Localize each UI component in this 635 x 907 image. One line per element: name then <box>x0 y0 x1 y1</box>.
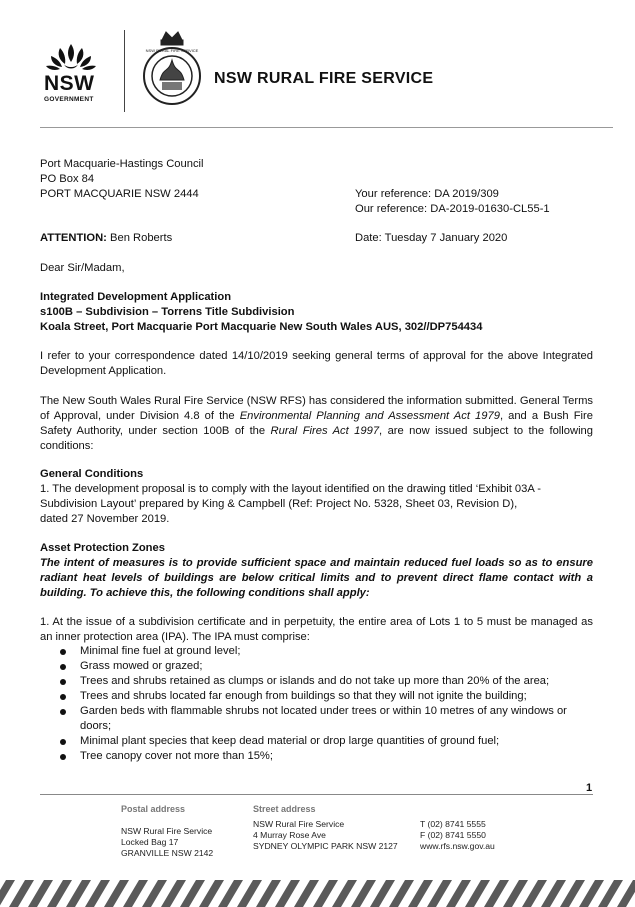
list-item: Grass mowed or grazed; <box>40 659 593 674</box>
stripe <box>180 880 205 907</box>
stripe <box>389 880 414 907</box>
intro-paragraph: I refer to your correspondence dated 14/10/2019 seeking general terms of approval for the above Integrated Development Application. <box>40 350 593 377</box>
stripe <box>484 880 509 907</box>
footer-stripe-pattern <box>0 872 635 907</box>
footer-rule <box>40 794 593 795</box>
header-rule <box>40 127 613 128</box>
subject-line-2: s100B – Subdivision – Torrens Title Subdivision <box>40 306 295 318</box>
website-link[interactable]: www.rfs.nsw.gov.au <box>420 841 495 851</box>
subject-line-3: Koala Street, Port Macquarie Port Macquarie New South Wales AUS, 302//DP754434 <box>40 321 483 333</box>
stripe <box>161 880 186 907</box>
street-line-3: SYDNEY OLYMPIC PARK NSW 2127 <box>253 841 398 851</box>
postal-line-1: NSW Rural Fire Service <box>121 826 213 836</box>
list-item: Garden beds with flammable shrubs not located under trees or within 10 metres of any windows or doors; <box>40 704 593 734</box>
stripe <box>598 880 623 907</box>
attention-label: ATTENTION: <box>40 232 107 244</box>
stripe <box>199 880 224 907</box>
stripe <box>332 880 357 907</box>
terms-text-c: , and a Bush Fire Safety Authority, under section 100B of the <box>40 410 593 437</box>
stripe <box>66 880 91 907</box>
stripe <box>560 880 585 907</box>
list-item: Trees and shrubs retained as clumps or islands and do not take up more than 20% of the area; <box>40 674 593 689</box>
stripe <box>9 880 34 907</box>
stripe <box>275 880 300 907</box>
page-number: 1 <box>586 782 593 794</box>
attention-line <box>40 231 172 246</box>
nsw-government-label: GOVERNMENT <box>44 96 94 103</box>
stripe <box>370 880 395 907</box>
street-address-heading: Street address <box>253 804 316 814</box>
ipa-requirements-list <box>40 644 593 764</box>
stripe <box>104 880 129 907</box>
stripe <box>47 880 72 907</box>
your-reference: Your reference: DA 2019/309 <box>355 188 499 200</box>
stripe <box>503 880 528 907</box>
terms-paragraph <box>40 394 593 454</box>
recipient-line-1: Port Macquarie-Hastings Council <box>40 158 204 170</box>
postal-line-3: GRANVILLE NSW 2142 <box>121 848 214 858</box>
bullet-icon <box>60 709 66 715</box>
general-condition-line-2: Subdivision Layout’ prepared by King & Campbell (Ref: Project No. 5328, Sheet 03, Revision D), <box>40 498 518 510</box>
stripe <box>256 880 281 907</box>
street-line-2: 4 Murray Rose Ave <box>253 830 326 840</box>
bullet-icon <box>60 664 66 670</box>
stripe <box>408 880 433 907</box>
list-item: Trees and shrubs located far enough from buildings so that they will not ignite the building; <box>40 689 593 704</box>
crest-ring-text: NSW RURAL FIRE SERVICE <box>145 48 199 53</box>
stripe <box>237 880 262 907</box>
stripe <box>123 880 148 907</box>
bullet-icon <box>60 649 66 655</box>
stripe <box>522 880 547 907</box>
bullet-icon <box>60 679 66 685</box>
terms-text-e: , are now issued subject to the following conditions: <box>40 425 593 452</box>
fax-number: F (02) 8741 5550 <box>420 830 486 840</box>
rfs-crest-icon <box>140 30 204 110</box>
postal-address-heading: Postal address <box>121 804 186 814</box>
recipient-line-2: PO Box 84 <box>40 173 95 185</box>
stripe <box>218 880 243 907</box>
list-item: Minimal plant species that keep dead material or drop large quantities of ground fuel; <box>40 734 593 749</box>
header-divider <box>124 30 125 112</box>
list-item: Minimal fine fuel at ground level; <box>40 644 593 659</box>
general-condition-line-3: dated 27 November 2019. <box>40 513 170 525</box>
apz-item-1: 1. At the issue of a subdivision certificate and in perpetuity, the entire area of Lots 1 to 5 must be managed as an inner protection area (IPA). The IPA must comprise: <box>40 616 593 643</box>
apz-heading: Asset Protection Zones <box>40 542 165 554</box>
phone-number: T (02) 8741 5555 <box>420 819 486 829</box>
recipient-line-3: PORT MACQUARIE NSW 2444 <box>40 188 199 200</box>
letter-date: Date: Tuesday 7 January 2020 <box>355 232 508 244</box>
salutation: Dear Sir/Madam, <box>40 262 125 274</box>
stripe <box>427 880 452 907</box>
terms-text-a: The New South Wales Rural Fire Service (NSW RFS) has considered the information submitted. General Terms of Approval, under Division 4.8 of the <box>40 395 593 422</box>
general-condition-line-1: 1. The development proposal is to comply with the layout identified on the drawing titled ‘Exhibit 03A - <box>40 483 542 495</box>
street-line-1: NSW Rural Fire Service <box>253 819 345 829</box>
stripe <box>579 880 604 907</box>
nsw-wordmark: NSW <box>44 72 95 95</box>
ep-act-title: Environmental Planning and Assessment Act 1979 <box>239 410 500 422</box>
stripe <box>85 880 110 907</box>
agency-title: NSW RURAL FIRE SERVICE <box>214 70 434 87</box>
general-conditions-heading: General Conditions <box>40 468 144 480</box>
stripe <box>28 880 53 907</box>
stripe <box>142 880 167 907</box>
stripe <box>313 880 338 907</box>
list-item: Tree canopy cover not more than 15%; <box>40 749 593 764</box>
stripe <box>351 880 376 907</box>
postal-line-2: Locked Bag 17 <box>121 837 179 847</box>
stripe <box>446 880 471 907</box>
stripe <box>465 880 490 907</box>
stripe <box>541 880 566 907</box>
attention-name: Ben Roberts <box>110 232 173 244</box>
bullet-icon <box>60 754 66 760</box>
stripe <box>294 880 319 907</box>
our-reference: Our reference: DA-2019-01630-CL55-1 <box>355 203 550 215</box>
bullet-icon <box>60 739 66 745</box>
subject-line-1: Integrated Development Application <box>40 291 232 303</box>
rural-fires-act-title: Rural Fires Act 1997 <box>270 425 380 437</box>
bullet-icon <box>60 694 66 700</box>
apz-intent: The intent of measures is to provide sufficient space and maintain reduced fuel loads so as to ensure radiant heat levels of buildings are below critical limits and to prevent direct flame contact with a building. To achieve this, the following conditions shall apply: <box>40 557 593 599</box>
